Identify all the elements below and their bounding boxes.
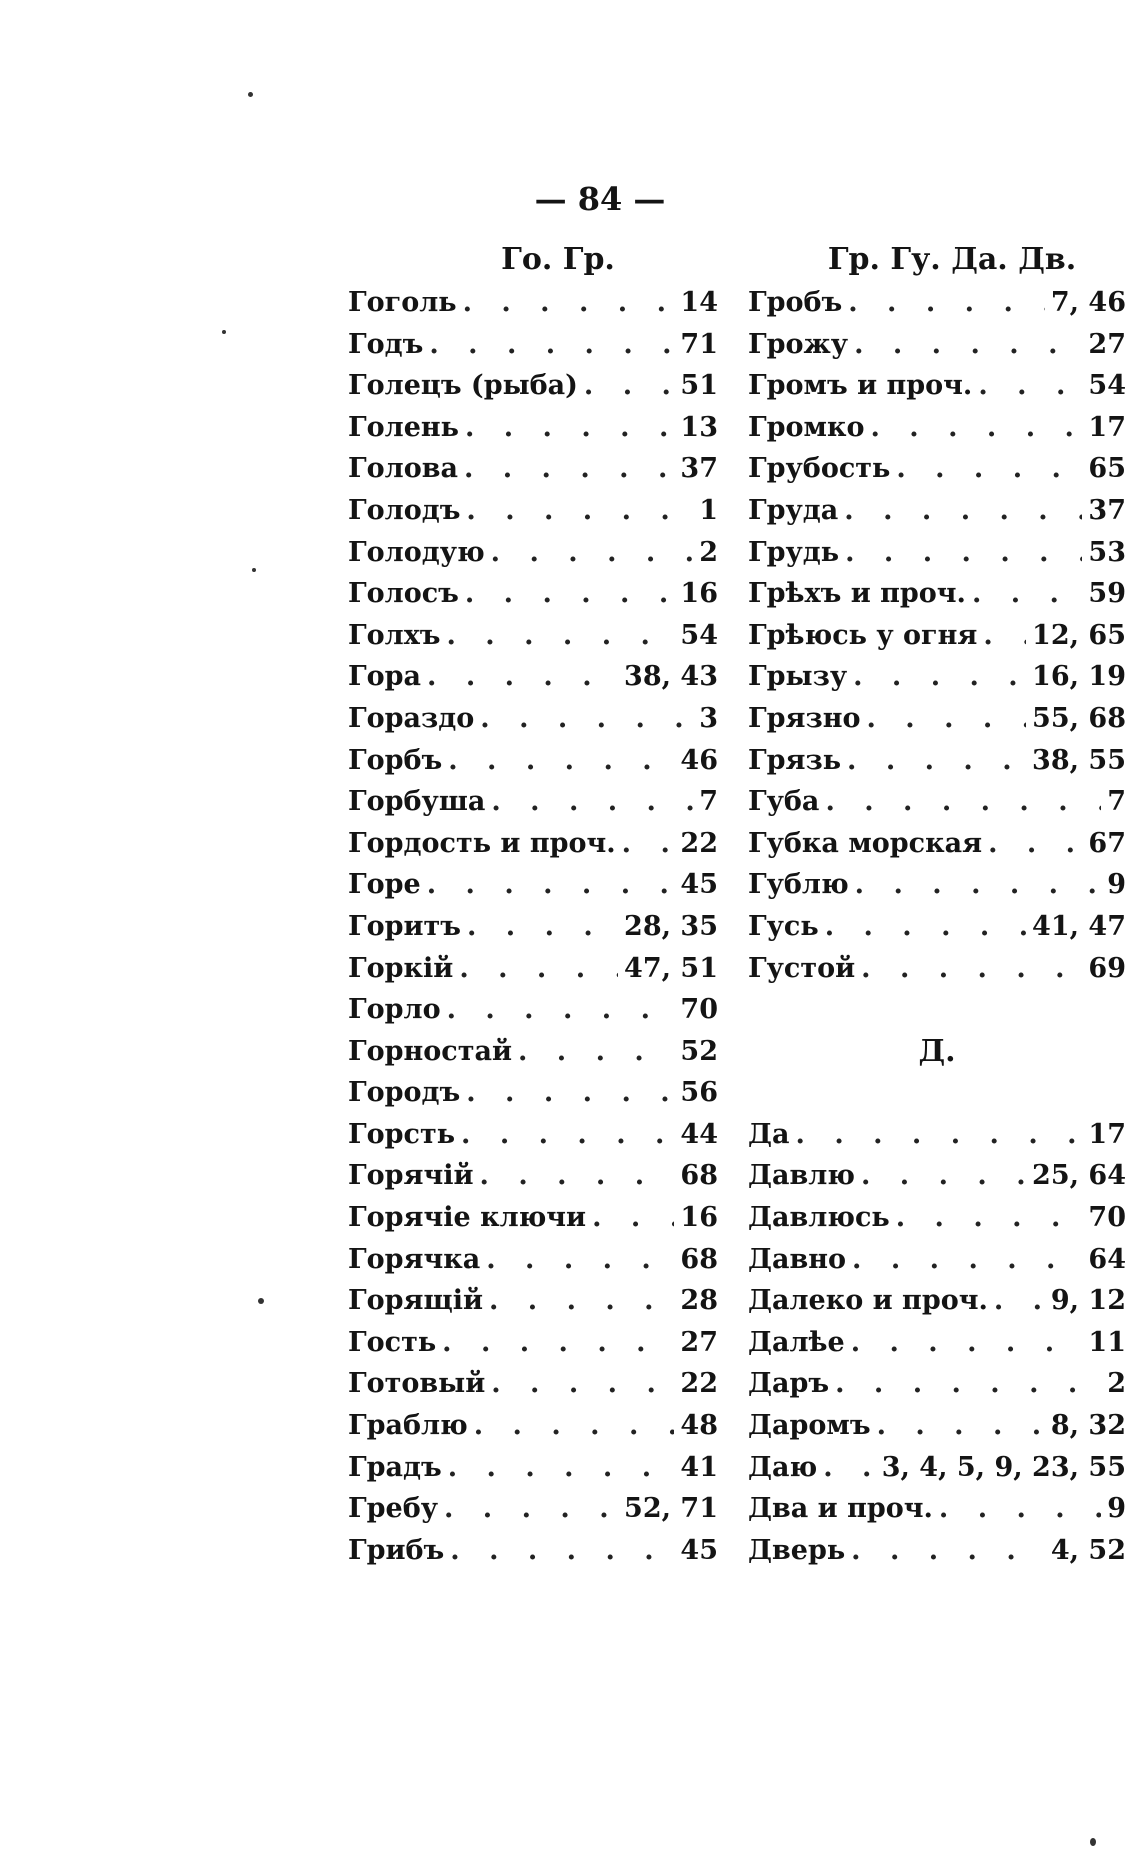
entry-pages: 47, 51 bbox=[624, 952, 718, 984]
entry-pages: 68 bbox=[680, 1243, 718, 1275]
index-entry bbox=[748, 324, 1126, 366]
entry-pages: 16 bbox=[680, 578, 718, 610]
index-entry bbox=[348, 906, 718, 948]
index-entry bbox=[748, 698, 1126, 740]
index-entry bbox=[748, 365, 1126, 407]
entry-word: Голова bbox=[348, 453, 458, 485]
entry-pages: 71 bbox=[680, 328, 718, 360]
dot-leader bbox=[480, 698, 693, 740]
index-entry bbox=[748, 1280, 1126, 1322]
entry-word: Горсть bbox=[348, 1118, 456, 1150]
entry-pages: 44 bbox=[680, 1118, 718, 1150]
entry-word: Давно bbox=[748, 1243, 847, 1275]
dot-leader bbox=[448, 740, 674, 782]
index-entry bbox=[748, 781, 1126, 823]
entry-pages: 27 bbox=[1088, 328, 1126, 360]
index-entry bbox=[748, 532, 1126, 574]
page-number: — 84 — bbox=[534, 180, 666, 218]
entry-pages: 17 bbox=[1088, 1118, 1126, 1150]
entry-pages: 28 bbox=[680, 1285, 718, 1317]
dot-leader bbox=[467, 906, 618, 948]
dot-leader bbox=[851, 1530, 1045, 1572]
print-speck bbox=[258, 1298, 264, 1304]
entry-word: Голень bbox=[348, 411, 459, 443]
dot-leader bbox=[988, 823, 1082, 865]
index-entry bbox=[348, 532, 718, 574]
entry-pages: 9 bbox=[1107, 869, 1126, 901]
entry-word: Горкій bbox=[348, 952, 454, 984]
index-entry bbox=[748, 1114, 1126, 1156]
index-entry bbox=[748, 573, 1126, 615]
index-entry bbox=[348, 1322, 718, 1364]
index-entry bbox=[348, 448, 718, 490]
entry-pages: 41 bbox=[680, 1451, 718, 1483]
entry-pages: 65 bbox=[1088, 453, 1126, 485]
entry-pages: 27 bbox=[680, 1326, 718, 1358]
dot-leader bbox=[584, 365, 675, 407]
dot-leader bbox=[486, 1239, 674, 1281]
index-entry bbox=[348, 989, 718, 1031]
index-entry bbox=[348, 1363, 718, 1405]
index-entry bbox=[748, 1363, 1126, 1405]
section-spacer bbox=[748, 989, 1126, 1031]
print-speck bbox=[252, 568, 256, 572]
dot-leader bbox=[491, 1363, 674, 1405]
entry-word: Гость bbox=[348, 1326, 437, 1358]
dot-leader bbox=[939, 1488, 1101, 1530]
index-entry bbox=[348, 1488, 718, 1530]
dot-leader bbox=[491, 781, 693, 823]
entry-pages: 3, 4, 5, 9, 23, 55 bbox=[881, 1451, 1126, 1483]
dot-leader bbox=[844, 490, 1082, 532]
index-entry bbox=[748, 740, 1126, 782]
entry-word: Громко bbox=[748, 411, 865, 443]
dot-leader bbox=[861, 1155, 1026, 1197]
entry-word: Горло bbox=[348, 994, 441, 1026]
entry-pages: 12, 65 bbox=[1032, 619, 1126, 651]
section-letter-d: Д. bbox=[918, 1033, 956, 1069]
entry-pages: 52, 71 bbox=[624, 1493, 718, 1525]
entry-word: Грязь bbox=[748, 744, 842, 776]
right-column-header: Гр. Гу. Да. Дв. bbox=[827, 242, 1077, 277]
entry-pages: 53 bbox=[1088, 536, 1126, 568]
dot-leader bbox=[855, 864, 1102, 906]
index-entry bbox=[348, 573, 718, 615]
dot-leader bbox=[896, 1197, 1083, 1239]
entry-word: Да bbox=[748, 1118, 790, 1150]
entry-word: Грудь bbox=[748, 536, 840, 568]
index-entry bbox=[748, 823, 1126, 865]
dot-leader bbox=[852, 1239, 1082, 1281]
entry-word: Два и проч. bbox=[748, 1493, 933, 1525]
entry-word: Городъ bbox=[348, 1077, 461, 1109]
entry-pages: 8, 32 bbox=[1050, 1410, 1126, 1442]
entry-pages: 64 bbox=[1088, 1243, 1126, 1275]
entry-pages: 22 bbox=[680, 827, 718, 859]
entry-pages: 16 bbox=[680, 1202, 718, 1234]
dot-leader bbox=[447, 615, 675, 657]
entry-word: Губка морская bbox=[748, 827, 983, 859]
entry-word: Голецъ (рыба) bbox=[348, 370, 578, 402]
entry-word: Грѣюсь у огня bbox=[748, 619, 978, 651]
index-entry bbox=[748, 906, 1126, 948]
dot-leader bbox=[896, 448, 1082, 490]
dot-leader bbox=[823, 1447, 876, 1489]
dot-leader bbox=[429, 324, 674, 366]
entry-word: Грожу bbox=[748, 328, 849, 360]
dot-leader bbox=[518, 1031, 674, 1073]
dot-leader bbox=[854, 324, 1082, 366]
dot-leader bbox=[994, 1280, 1045, 1322]
entry-word: Гора bbox=[348, 661, 422, 693]
dot-leader bbox=[427, 656, 618, 698]
dot-leader bbox=[466, 490, 693, 532]
index-entry bbox=[348, 864, 718, 906]
entry-pages: 3 bbox=[699, 702, 718, 734]
index-entry bbox=[748, 1239, 1126, 1281]
print-speck bbox=[248, 92, 253, 97]
entry-word: Даромъ bbox=[748, 1410, 871, 1442]
entry-pages: 45 bbox=[680, 1534, 718, 1566]
entry-pages: 7 bbox=[1107, 786, 1126, 818]
entry-pages: 69 bbox=[1088, 952, 1126, 984]
entry-word: Густой bbox=[748, 952, 856, 984]
entry-word: Горячка bbox=[348, 1243, 481, 1275]
entry-pages: 11 bbox=[1088, 1326, 1126, 1358]
entry-pages: 1 bbox=[699, 494, 718, 526]
entry-word: Голодую bbox=[348, 536, 485, 568]
entry-pages: 17 bbox=[1088, 411, 1126, 443]
entry-word: Губа bbox=[748, 786, 820, 818]
index-entry bbox=[348, 407, 718, 449]
dot-leader bbox=[491, 532, 694, 574]
dot-leader bbox=[450, 1530, 674, 1572]
entry-word: Далѣе bbox=[748, 1326, 845, 1358]
dot-leader bbox=[459, 948, 618, 990]
dot-leader bbox=[427, 864, 675, 906]
index-entry bbox=[348, 282, 718, 324]
dot-leader bbox=[465, 573, 675, 615]
entry-pages: 16, 19 bbox=[1032, 661, 1126, 693]
right-entry-list-d bbox=[748, 1114, 1126, 1572]
left-entry-list bbox=[348, 282, 718, 1571]
dot-leader bbox=[825, 906, 1026, 948]
index-entry bbox=[348, 1197, 718, 1239]
right-entry-list-g bbox=[748, 282, 1126, 989]
index-entry bbox=[748, 1447, 1126, 1489]
entry-pages: 52 bbox=[680, 1035, 718, 1067]
dot-leader bbox=[463, 282, 675, 324]
entry-word: Граблю bbox=[348, 1410, 468, 1442]
entry-pages: 38, 55 bbox=[1032, 744, 1126, 776]
dot-leader bbox=[983, 615, 1026, 657]
entry-word: Горе bbox=[348, 869, 421, 901]
entry-word: Давлюсь bbox=[748, 1202, 890, 1234]
entry-pages: 4, 52 bbox=[1050, 1534, 1126, 1566]
index-entry bbox=[748, 656, 1126, 698]
entry-pages: 70 bbox=[1088, 1202, 1126, 1234]
entry-word: Грубость bbox=[748, 453, 891, 485]
entry-pages: 46 bbox=[680, 744, 718, 776]
entry-pages: 37 bbox=[1088, 494, 1126, 526]
entry-word: Гоголь bbox=[348, 287, 457, 318]
entry-pages: 56 bbox=[680, 1077, 718, 1109]
dot-leader bbox=[851, 1322, 1083, 1364]
index-entry bbox=[748, 448, 1126, 490]
dot-leader bbox=[474, 1405, 675, 1447]
index-entry bbox=[348, 365, 718, 407]
index-entry bbox=[348, 615, 718, 657]
dot-leader bbox=[866, 698, 1026, 740]
entry-pages: 68 bbox=[680, 1160, 718, 1192]
entry-word: Груда bbox=[748, 494, 839, 526]
dot-leader bbox=[489, 1280, 674, 1322]
index-entry bbox=[748, 615, 1126, 657]
entry-pages: 7 bbox=[699, 786, 718, 818]
entry-word: Голхъ bbox=[348, 619, 441, 651]
index-entry bbox=[348, 740, 718, 782]
entry-word: Дверь bbox=[748, 1534, 846, 1566]
dot-leader bbox=[848, 282, 1045, 324]
entry-word: Далеко и проч. bbox=[748, 1285, 988, 1317]
entry-word: Горячіе ключи bbox=[348, 1202, 587, 1234]
index-entry bbox=[348, 1155, 718, 1197]
index-entry bbox=[348, 1114, 718, 1156]
section-spacer bbox=[748, 1072, 1126, 1114]
index-entry bbox=[748, 1197, 1126, 1239]
entry-pages: 54 bbox=[1088, 370, 1126, 402]
dot-leader bbox=[796, 1114, 1083, 1156]
entry-pages: 9 bbox=[1107, 1493, 1126, 1525]
index-entry bbox=[348, 1405, 718, 1447]
entry-pages: 59 bbox=[1088, 578, 1126, 610]
entry-word: Гребу bbox=[348, 1493, 438, 1525]
index-entry bbox=[348, 781, 718, 823]
entry-word: Грязно bbox=[748, 702, 861, 734]
dot-leader bbox=[480, 1155, 675, 1197]
print-speck bbox=[1090, 1838, 1096, 1846]
right-index-column bbox=[748, 238, 1126, 1571]
entry-word: Горящій bbox=[348, 1285, 483, 1317]
dot-leader bbox=[461, 1114, 674, 1156]
index-entry bbox=[748, 1405, 1126, 1447]
dot-leader bbox=[847, 740, 1026, 782]
entry-word: Грѣхъ и проч. bbox=[748, 578, 966, 610]
entry-word: Горячій bbox=[348, 1160, 474, 1192]
entry-pages: 9, 12 bbox=[1050, 1285, 1126, 1317]
entry-pages: 51 bbox=[680, 370, 718, 402]
entry-word: Годъ bbox=[348, 328, 424, 360]
entry-word: Даю bbox=[748, 1451, 818, 1483]
entry-word: Голосъ bbox=[348, 578, 459, 610]
entry-pages: 38, 43 bbox=[624, 661, 718, 693]
entry-word: Горбъ bbox=[348, 744, 443, 776]
index-entry bbox=[348, 656, 718, 698]
index-entry bbox=[748, 1488, 1126, 1530]
dot-leader bbox=[853, 656, 1026, 698]
index-entry bbox=[348, 324, 718, 366]
entry-word: Даръ bbox=[748, 1368, 830, 1400]
entry-pages: 2 bbox=[1107, 1368, 1126, 1400]
entry-pages: 45 bbox=[680, 869, 718, 901]
index-entry bbox=[748, 864, 1126, 906]
index-entry bbox=[348, 698, 718, 740]
entry-word: Горбуша bbox=[348, 786, 486, 818]
index-entry bbox=[748, 407, 1126, 449]
index-entry bbox=[348, 1280, 718, 1322]
entry-word: Гусь bbox=[748, 910, 819, 942]
dot-leader bbox=[464, 448, 674, 490]
dot-leader bbox=[466, 1072, 674, 1114]
index-entry bbox=[748, 1322, 1126, 1364]
entry-pages: 14 bbox=[680, 287, 718, 318]
left-index-column bbox=[348, 238, 718, 1571]
dot-leader bbox=[845, 532, 1082, 574]
dot-leader bbox=[972, 573, 1082, 615]
entry-pages: 28, 35 bbox=[624, 910, 718, 942]
dot-leader bbox=[444, 1488, 618, 1530]
entry-word: Голодъ bbox=[348, 494, 461, 526]
index-entry bbox=[348, 1239, 718, 1281]
entry-word: Гробъ bbox=[748, 287, 843, 318]
index-entry bbox=[348, 490, 718, 532]
entry-pages: 25, 64 bbox=[1032, 1160, 1126, 1192]
index-entry bbox=[348, 823, 718, 865]
entry-pages: 13 bbox=[680, 411, 718, 443]
entry-word: Горностай bbox=[348, 1035, 512, 1067]
entry-pages: 22 bbox=[680, 1368, 718, 1400]
dot-leader bbox=[448, 1447, 675, 1489]
entry-word: Грызу bbox=[748, 661, 848, 693]
index-entry bbox=[348, 1031, 718, 1073]
entry-pages: 55, 68 bbox=[1032, 702, 1126, 734]
entry-pages: 67 bbox=[1088, 827, 1126, 859]
entry-pages: 2 bbox=[699, 536, 718, 568]
entry-pages: 37 bbox=[680, 453, 718, 485]
dot-leader bbox=[442, 1322, 674, 1364]
dot-leader bbox=[465, 407, 674, 449]
dot-leader bbox=[622, 823, 675, 865]
dot-leader bbox=[978, 365, 1082, 407]
entry-word: Давлю bbox=[748, 1160, 855, 1192]
entry-pages: 41, 47 bbox=[1032, 910, 1126, 942]
index-entry bbox=[748, 1530, 1126, 1572]
index-entry bbox=[748, 282, 1126, 324]
index-entry bbox=[748, 948, 1126, 990]
dot-leader bbox=[871, 407, 1083, 449]
index-entry bbox=[348, 1447, 718, 1489]
entry-word: Грибъ bbox=[348, 1534, 445, 1566]
dot-leader bbox=[835, 1363, 1101, 1405]
entry-pages: 54 bbox=[680, 619, 718, 651]
entry-word: Гораздо bbox=[348, 702, 475, 734]
dot-leader bbox=[877, 1405, 1045, 1447]
entry-word: Градъ bbox=[348, 1451, 442, 1483]
entry-word: Гордость и проч. bbox=[348, 827, 616, 859]
entry-pages: 7, 46 bbox=[1050, 287, 1126, 318]
index-entry bbox=[348, 1530, 718, 1572]
entry-word: Гублю bbox=[748, 869, 849, 901]
index-entry bbox=[348, 948, 718, 990]
index-entry bbox=[748, 1155, 1126, 1197]
entry-word: Горитъ bbox=[348, 910, 461, 942]
entry-word: Готовый bbox=[348, 1368, 486, 1400]
dot-leader bbox=[592, 1197, 674, 1239]
entry-pages: 70 bbox=[680, 994, 718, 1026]
dot-leader bbox=[447, 989, 675, 1031]
index-entry bbox=[748, 490, 1126, 532]
dot-leader bbox=[825, 781, 1101, 823]
print-speck bbox=[222, 330, 226, 334]
entry-word: Громъ и проч. bbox=[748, 370, 973, 402]
dot-leader bbox=[861, 948, 1082, 990]
index-entry bbox=[348, 1072, 718, 1114]
entry-pages: 48 bbox=[680, 1410, 718, 1442]
left-column-header: Го. Гр. bbox=[501, 242, 615, 277]
